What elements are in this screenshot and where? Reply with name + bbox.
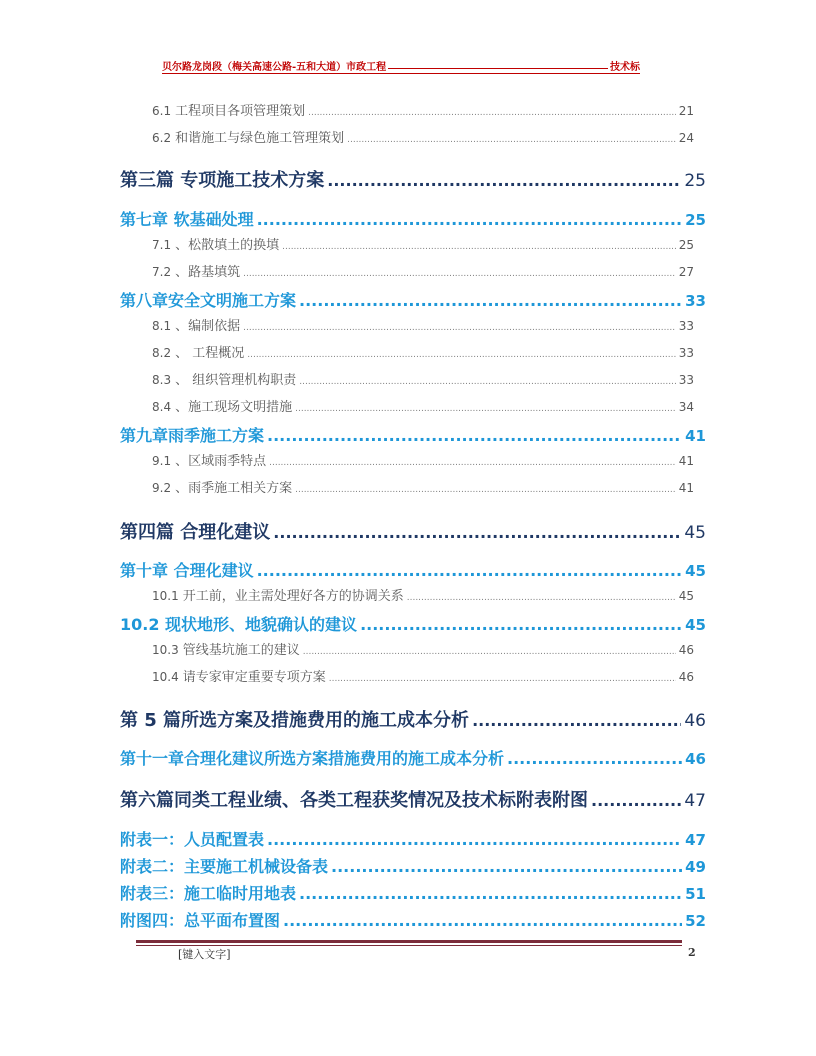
toc-entry-page: 45	[678, 589, 694, 603]
toc-entry[interactable]	[120, 166, 706, 192]
toc-entry[interactable]	[120, 207, 706, 230]
toc-entry-title: 10.2 现状地形、地貌确认的建议	[120, 615, 358, 634]
toc-leader-dots	[257, 210, 683, 229]
toc-entry-number: 9.1	[152, 454, 172, 468]
toc-entry-title: 请专家审定重要专项方案	[182, 670, 326, 685]
toc-entry-title: 、区域雨季特点	[175, 454, 267, 469]
toc-entry-page: 47	[685, 831, 706, 849]
toc-leader-dots	[257, 561, 683, 580]
toc-entry[interactable]	[120, 854, 706, 877]
footer-page-number: 2	[688, 946, 696, 959]
toc-entry-page: 33	[678, 346, 694, 360]
toc-entry-page: 46	[684, 711, 706, 731]
toc-leader-dots	[267, 830, 682, 849]
toc-entry[interactable]	[152, 315, 694, 334]
toc-entry[interactable]	[120, 423, 706, 446]
toc-entry-page: 41	[678, 454, 694, 468]
toc-entry[interactable]	[120, 881, 706, 904]
toc-entry[interactable]	[152, 369, 694, 388]
toc-entry-title: 、 组织管理机构职责	[175, 373, 297, 388]
toc-leader-dots	[299, 291, 682, 310]
toc-entry-number: 8.4	[152, 400, 172, 414]
toc-entry[interactable]	[120, 746, 706, 769]
toc-leader-dots	[295, 404, 676, 414]
toc-entry[interactable]	[120, 558, 706, 581]
toc-entry-title: 第 5 篇所选方案及措施费用的施工成本分析	[120, 710, 470, 731]
toc-entry-page: 45	[685, 562, 706, 580]
toc-entry-title: 附图四：总平面布置图	[120, 911, 281, 930]
toc-leader-dots	[299, 884, 682, 903]
toc-entry-title: 开工前，业主需处理好各方的协调关系	[182, 589, 404, 604]
toc-entry-page: 34	[678, 400, 694, 414]
header-label: 技术标	[610, 62, 640, 73]
footer-rule-thick	[136, 940, 682, 943]
toc-entry-page: 51	[685, 885, 706, 903]
toc-entry-page: 41	[678, 481, 694, 495]
toc-leader-dots	[267, 426, 682, 445]
toc-leader-dots	[247, 350, 675, 360]
toc-entry[interactable]	[152, 585, 694, 604]
toc-entry-page: 49	[685, 858, 706, 876]
toc-leader-dots	[282, 242, 676, 252]
toc-entry-title: 工程项目各项管理策划	[175, 104, 306, 119]
toc-leader-dots	[347, 135, 676, 145]
toc-entry-title: 附表三：施工临时用地表	[120, 884, 297, 903]
toc-entry-number: 8.1	[152, 319, 172, 333]
toc-entry[interactable]	[152, 450, 694, 469]
toc-entry-number: 8.3	[152, 373, 172, 387]
toc-entry-number: 7.2	[152, 265, 172, 279]
toc-entry[interactable]	[152, 234, 694, 253]
toc-leader-dots	[243, 269, 676, 279]
toc-entry[interactable]	[120, 288, 706, 311]
toc-entry-number: 6.1	[152, 104, 172, 118]
page-header	[162, 57, 640, 73]
toc-entry-number: 10.1	[152, 589, 179, 603]
toc-entry-page: 27	[678, 265, 694, 279]
toc-entry-page: 33	[685, 292, 706, 310]
toc-entry-number: 10.4	[152, 670, 179, 684]
toc-entry-number: 7.1	[152, 238, 172, 252]
toc-leader-dots	[591, 791, 681, 810]
toc-entry-page: 47	[684, 791, 706, 811]
toc-entry-number: 8.2	[152, 346, 172, 360]
toc-entry-title: 、松散填土的换填	[175, 238, 280, 253]
toc-entry-title: 第十一章合理化建议所选方案措施费用的施工成本分析	[120, 749, 505, 768]
toc-entry[interactable]	[152, 261, 694, 280]
toc-leader-dots	[269, 458, 676, 468]
toc-entry[interactable]	[152, 342, 694, 361]
footer-placeholder[interactable]: [键入文字]	[178, 948, 231, 961]
toc-entry-page: 25	[678, 238, 694, 252]
toc-entry-title: 第六篇同类工程业绩、各类工程获奖情况及技术标附表附图	[120, 790, 588, 811]
toc-entry-number: 6.2	[152, 131, 172, 145]
toc-leader-dots	[507, 749, 682, 768]
toc-entry-title: 第八章安全文明施工方案	[120, 291, 297, 310]
toc-entry-title: 第九章雨季施工方案	[120, 426, 265, 445]
toc-entry[interactable]	[120, 706, 706, 732]
toc-entry[interactable]	[120, 786, 706, 812]
toc-leader-dots	[299, 377, 675, 387]
toc-entry-page: 46	[678, 643, 694, 657]
toc-entry-number: 10.3	[152, 643, 179, 657]
toc-entry-title: 附表一：人员配置表	[120, 830, 265, 849]
toc-entry-title: 、路基填筑	[175, 265, 241, 280]
toc-entry-page: 45	[685, 616, 706, 634]
toc-entry-title: 、 工程概况	[175, 346, 245, 361]
toc-entry[interactable]	[152, 639, 694, 658]
toc-leader-dots	[327, 171, 681, 190]
toc-entry[interactable]	[120, 612, 706, 635]
toc-entry[interactable]	[152, 127, 694, 146]
toc-entry[interactable]	[120, 827, 706, 850]
toc-leader-dots	[308, 108, 676, 118]
toc-entry-title: 附表二：主要施工机械设备表	[120, 857, 329, 876]
toc-entry-number: 9.2	[152, 481, 172, 495]
toc-entry-page: 52	[685, 912, 706, 930]
toc-entry-title: 和谐施工与绿色施工管理策划	[175, 131, 345, 146]
toc-entry-page: 33	[678, 319, 694, 333]
toc-entry-page: 21	[678, 104, 694, 118]
toc-leader-dots	[407, 593, 676, 603]
toc-entry[interactable]	[152, 396, 694, 415]
toc-entry[interactable]	[152, 477, 694, 496]
toc-entry-page: 45	[684, 523, 706, 543]
toc-entry-page: 46	[678, 670, 694, 684]
toc-entry[interactable]	[152, 666, 694, 685]
toc-leader-dots	[273, 523, 681, 542]
toc-entry-page: 46	[685, 750, 706, 768]
toc-entry-page: 41	[685, 427, 706, 445]
toc-leader-dots	[303, 647, 676, 657]
header-underline	[162, 73, 640, 74]
toc-leader-dots	[472, 711, 681, 730]
header-rule	[388, 68, 608, 69]
toc-entry-title: 、编制依据	[175, 319, 241, 334]
toc-entry-page: 24	[678, 131, 694, 145]
toc-leader-dots	[329, 674, 676, 684]
toc-leader-dots	[360, 615, 682, 634]
toc-entry[interactable]	[120, 908, 706, 931]
toc-entry-page: 33	[678, 373, 694, 387]
toc-entry-title: 第十章 合理化建议	[120, 561, 254, 580]
header-title: 贝尔路龙岗段（梅关高速公路-五和大道）市政工程	[162, 62, 387, 73]
toc-entry-page: 25	[684, 171, 706, 191]
toc-leader-dots	[331, 857, 682, 876]
toc-leader-dots	[243, 323, 676, 333]
toc-entry-title: 第四篇 合理化建议	[120, 522, 271, 543]
toc-entry[interactable]	[152, 100, 694, 119]
toc-leader-dots	[295, 485, 676, 495]
toc-entry-page: 25	[685, 211, 706, 229]
toc-entry-title: 第三篇 专项施工技术方案	[120, 170, 325, 191]
toc-entry-title: 、雨季施工相关方案	[175, 481, 293, 496]
toc-entry[interactable]	[120, 518, 706, 544]
toc-entry-title: 第七章 软基础处理	[120, 210, 254, 229]
toc-entry-title: 管线基坑施工的建议	[182, 643, 300, 658]
toc-leader-dots	[283, 911, 682, 930]
toc-entry-title: 、施工现场文明措施	[175, 400, 293, 415]
